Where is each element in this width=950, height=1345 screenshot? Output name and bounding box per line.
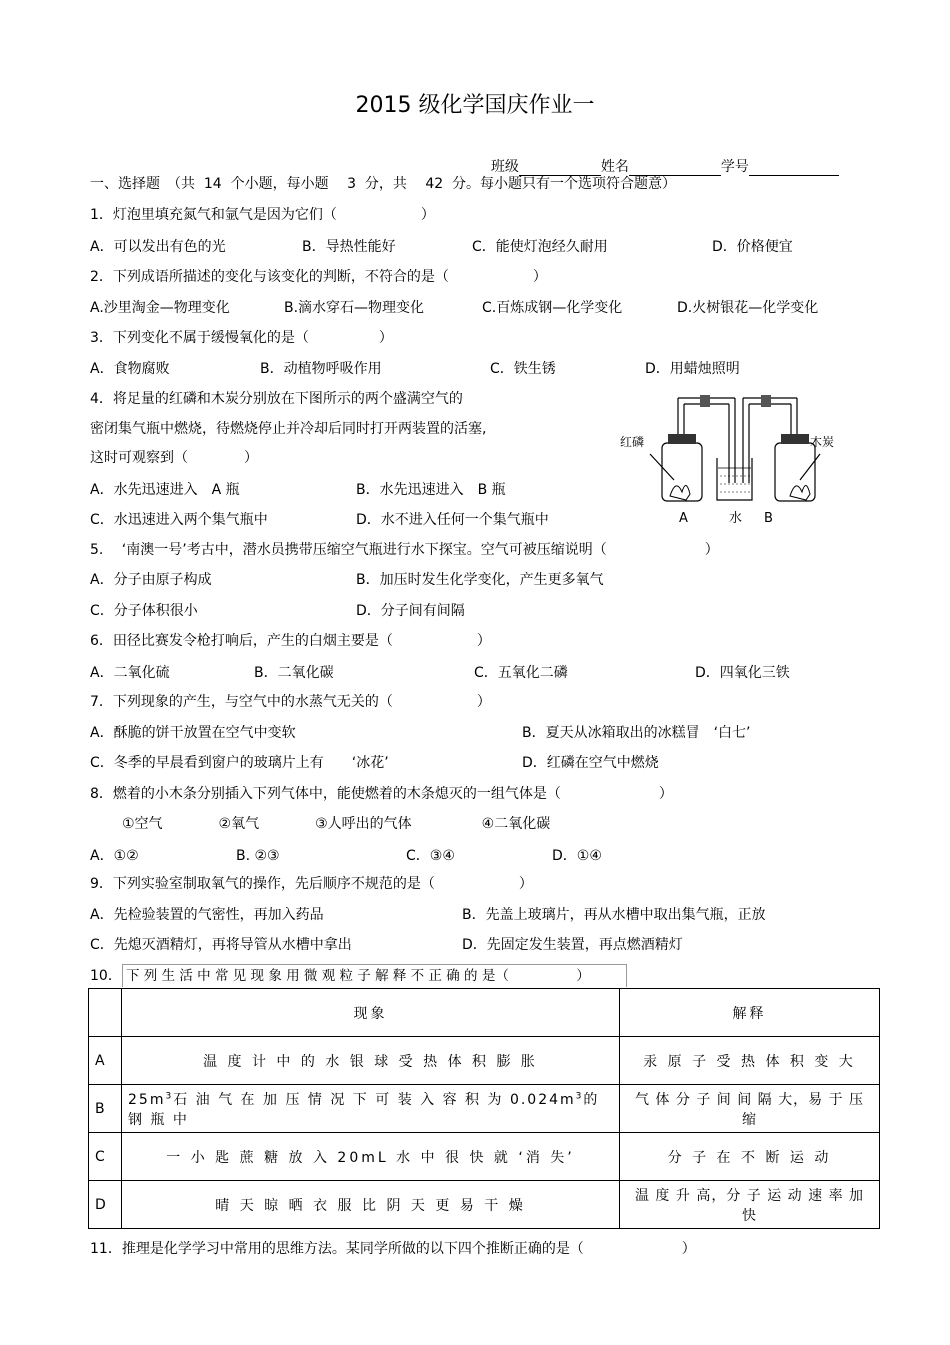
name-label: 姓名 <box>600 159 629 175</box>
stopper-a <box>668 434 696 444</box>
row-phenomenon: 一 小 匙 蔗 糖 放 入 20mL 水 中 很 快 就 ‘消 失’ <box>122 1133 620 1181</box>
number-blank[interactable] <box>749 161 839 176</box>
row-explanation: 温 度 升 高，分 子 运 动 速 率 加 快 <box>620 1181 880 1229</box>
table-row <box>89 1037 880 1085</box>
q7-option-a: A．酥脆的饼干放置在空气中变软 <box>90 725 296 741</box>
q7-option-b: B．夏天从冰箱取出的冰糕冒 ‘白七’ <box>522 725 751 741</box>
row-label: A <box>89 1037 122 1085</box>
q10-table <box>88 988 880 1229</box>
q2-stem: 2．下列成语所描述的变化与该变化的判断，不符合的是（ ） <box>90 269 547 285</box>
table-header-row <box>89 989 880 1037</box>
phen-sup1: 3 <box>165 1090 174 1101</box>
q5-stem: 5. ‘南澳一号’考古中，潜水员携带压缩空气瓶进行水下探宝。空气可被压缩说明（ ） <box>90 542 719 558</box>
q8-option-a: A．①② <box>90 848 139 864</box>
q7-option-c: C．冬季的早晨看到窗户的玻璃片上有 ‘冰花’ <box>90 755 389 771</box>
q5-option-c: C．分子体积很小 <box>90 603 198 619</box>
row-explanation: 汞 原 子 受 热 体 积 变 大 <box>620 1037 880 1085</box>
q2-option-d: D.火树银花—化学变化 <box>677 300 819 316</box>
q3-stem: 3．下列变化不属于缓慢氧化的是（ ） <box>90 330 393 346</box>
bottle-b <box>775 443 815 501</box>
q6-option-d: D．四氧化三铁 <box>695 665 790 681</box>
name-blank[interactable] <box>629 161 721 176</box>
label-water: 水 <box>729 511 743 526</box>
q11-stem: 11．推理是化学学习中常用的思维方法。某同学所做的以下四个推断正确的是（ ） <box>90 1241 696 1257</box>
q8-option-c: C．③④ <box>406 848 455 864</box>
q9-option-b: B．先盖上玻璃片，再从水槽中取出集气瓶，正放 <box>462 907 766 923</box>
q3-option-c: C．铁生锈 <box>490 361 556 377</box>
red-phosphorus-label: 红磷 <box>620 435 645 449</box>
q8-option-b: B. ②③ <box>236 848 280 864</box>
apparatus-figure <box>612 388 835 528</box>
label-b: B <box>764 511 773 526</box>
table-row <box>89 1085 880 1133</box>
row-label: C <box>89 1133 122 1181</box>
table-row <box>89 1181 880 1229</box>
row-explanation: 分 子 在 不 断 运 动 <box>620 1133 880 1181</box>
q7-stem: 7．下列现象的产生，与空气中的水蒸气无关的（ ） <box>90 694 491 710</box>
class-blank[interactable] <box>519 161 601 176</box>
phen-mid: 石 油 气 在 加 压 情 况 下 可 装 入 容 积 为 0.024m <box>173 1091 576 1108</box>
q10-stem: 下 列 生 活 中 常 见 现 象 用 微 观 粒 子 解 释 不 正 确 的 是（ ） <box>126 968 590 984</box>
q8-option-d: D．①④ <box>552 848 602 864</box>
q5-option-b: B．加压时发生化学变化，产生更多氧气 <box>356 572 604 588</box>
phen-pre: 25m <box>128 1091 166 1108</box>
q6-option-c: C．五氧化二磷 <box>474 665 568 681</box>
class-label: 班级 <box>490 159 519 175</box>
row-label: D <box>89 1181 122 1229</box>
q5-option-a: A．分子由原子构成 <box>90 572 212 588</box>
q5-option-d: D．分子间有间隔 <box>356 603 465 619</box>
header-phenomenon: 现象 <box>122 989 620 1037</box>
q1-option-b: B．导热性能好 <box>302 239 396 255</box>
q2-option-a: A.沙里淘金—物理变化 <box>90 300 230 316</box>
header-label-cell <box>89 989 122 1037</box>
q3-option-d: D．用蜡烛照明 <box>645 361 740 377</box>
q8-items: ①空气 ②氧气 ③人呼出的气体 ④二氧化碳 <box>122 816 551 832</box>
row-phenomenon: 温 度 计 中 的 水 银 球 受 热 体 积 膨 胀 <box>122 1037 620 1085</box>
stopper-b <box>781 434 809 444</box>
q4-option-c: C．水迅速进入两个集气瓶中 <box>90 512 268 528</box>
q1-option-a: A．可以发出有色的光 <box>90 239 226 255</box>
phen-sup2: 3 <box>575 1090 584 1101</box>
q2-option-b: B.滴水穿石—物理变化 <box>284 300 425 316</box>
phen-post: 的 钢 瓶 中 <box>128 1091 600 1128</box>
q4-stem-line3: 这时可观察到（ ） <box>90 450 258 466</box>
q2-option-c: C.百炼成钢—化学变化 <box>482 300 623 316</box>
label-a: A <box>679 511 688 526</box>
student-info <box>482 140 839 176</box>
q8-stem: 8．燃着的小木条分别插入下列气体中，能使燃着的木条熄灭的一组气体是（ ） <box>90 786 673 802</box>
number-label: 学号 <box>720 159 749 175</box>
q9-option-a: A．先检验装置的气密性，再加入药品 <box>90 907 324 923</box>
q6-option-a: A．二氧化硫 <box>90 665 170 681</box>
q4-option-a: A．水先迅速进入 A 瓶 <box>90 482 240 498</box>
q4-option-b: B．水先迅速进入 B 瓶 <box>356 482 506 498</box>
q1-stem: 1．灯泡里填充氮气和氩气是因为它们（ ） <box>90 207 435 223</box>
q4-option-d: D．水不进入任何一个集气瓶中 <box>356 512 549 528</box>
row-phenomenon <box>122 1085 620 1133</box>
q3-option-b: B．动植物呼吸作用 <box>260 361 382 377</box>
q9-option-d: D．先固定发生装置，再点燃酒精灯 <box>462 937 683 953</box>
q4-stem-line2: 密闭集气瓶中燃烧，待燃烧停止并冷却后同时打开两装置的活塞, <box>90 421 487 437</box>
section-heading: 一、选择题 （共 14 个小题，每小题 3 分，共 42 分。每小题只有一个选项符合题意） <box>90 176 677 192</box>
row-label: B <box>89 1085 122 1133</box>
row-explanation: 气 体 分 子 间 间 隔 大，易 于 压 缩 <box>620 1085 880 1133</box>
charcoal-label: 木炭 <box>810 435 835 449</box>
table-row <box>89 1133 880 1181</box>
clamp-a <box>700 395 710 407</box>
q7-option-d: D．红磷在空气中燃烧 <box>522 755 659 771</box>
q6-stem: 6．田径比赛发令枪打响后，产生的白烟主要是（ ） <box>90 633 491 649</box>
page-title: 2015 级化学国庆作业一 <box>355 93 595 118</box>
header-explanation: 解释 <box>620 989 880 1037</box>
q10-number: 10． <box>90 968 122 984</box>
clamp-b <box>761 395 771 407</box>
q3-option-a: A．食物腐败 <box>90 361 170 377</box>
q1-option-c: C．能使灯泡经久耐用 <box>472 239 608 255</box>
q4-stem-line1: 4．将足量的红磷和木炭分别放在下图所示的两个盛满空气的 <box>90 391 463 407</box>
q9-option-c: C．先熄灭酒精灯，再将导管从水槽中拿出 <box>90 937 352 953</box>
row-phenomenon: 晴 天 晾 晒 衣 服 比 阴 天 更 易 干 燥 <box>122 1181 620 1229</box>
q1-option-d: D．价格便宜 <box>712 239 793 255</box>
q6-option-b: B．二氧化碳 <box>254 665 334 681</box>
q9-stem: 9．下列实验室制取氧气的操作，先后顺序不规范的是（ ） <box>90 876 533 892</box>
